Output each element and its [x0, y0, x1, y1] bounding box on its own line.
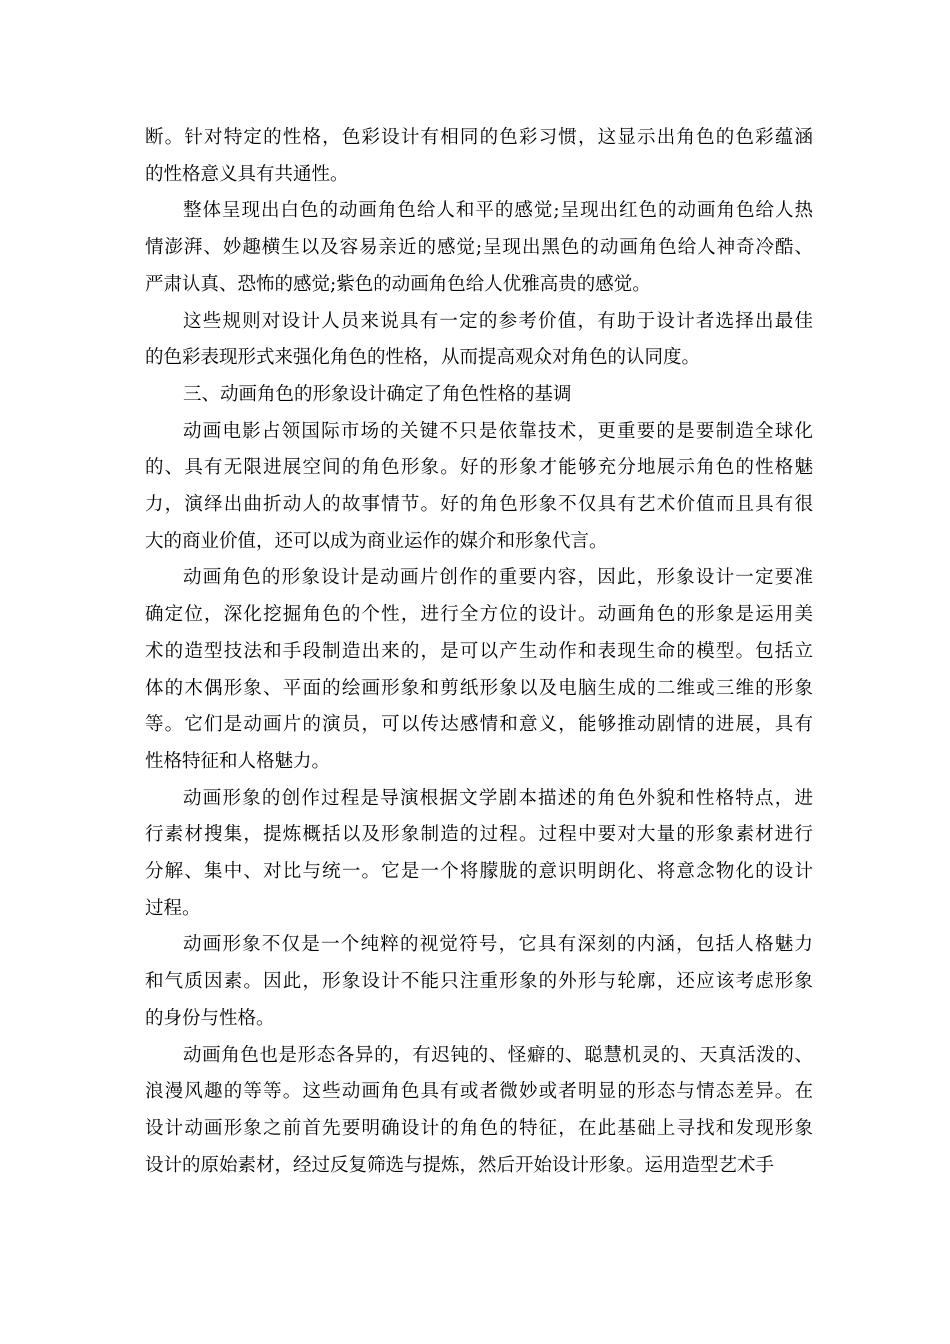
paragraph-line: 的身份与性格。: [145, 1007, 275, 1029]
paragraph-line: 过程。: [145, 897, 201, 919]
paragraph-line: 等。它们是动画片的演员，可以传达感情和意义，能够推动剧情的进展，具有: [145, 714, 813, 736]
paragraph-line: 的、具有无限进展空间的角色形象。好的形象才能够充分地展示角色的性格魅: [145, 457, 813, 479]
paragraph-line: 严肃认真、恐怖的感觉;紫色的动画角色给人优雅高贵的感觉。: [145, 273, 651, 295]
paragraph-line: 这些规则对设计人员来说具有一定的参考价值，有助于设计者选择出最佳: [183, 310, 813, 332]
paragraph-line: 设计的原始素材，经过反复筛选与提炼，然后开始设计形象。运用造型艺术手: [145, 1154, 775, 1176]
paragraph-line: 动画形象的创作过程是导演根据文学剧本描述的角色外貌和性格特点，进: [183, 787, 813, 809]
paragraph-line: 断。针对特定的性格，色彩设计有相同的色彩习惯，这显示出角色的色彩蕴涵: [145, 127, 813, 148]
paragraph-line: 动画角色的形象设计是动画片创作的重要内容，因此，形象设计一定要准: [183, 567, 813, 589]
paragraph-line: 性格特征和人格魅力。: [145, 750, 331, 772]
paragraph-line: 确定位，深化挖掘角色的个性，进行全方位的设计。动画角色的形象是运用美: [145, 604, 813, 626]
paragraph-line: 整体呈现出白色的动画角色给人和平的感觉;呈现出红色的动画角色给人热: [183, 200, 813, 222]
paragraph-line: 的性格意义具有共通性。: [145, 163, 349, 185]
paragraph-line: 情澎湃、妙趣横生以及容易亲近的感觉;呈现出黑色的动画角色给人神奇冷酷、: [145, 237, 813, 259]
paragraph-line: 动画角色也是形态各异的，有迟钝的、怪癖的、聪慧机灵的、天真活泼的、: [183, 1044, 813, 1066]
paragraph-line: 的色彩表现形式来强化角色的性格，从而提高观众对角色的认同度。: [145, 347, 701, 369]
paragraph-line: 和气质因素。因此，形象设计不能只注重形象的外形与轮廓，还应该考虑形象: [145, 971, 813, 993]
paragraph-line: 术的造型技法和手段制造出来的，是可以产生动作和表现生命的模型。包括立: [145, 640, 813, 662]
paragraph-line: 体的木偶形象、平面的绘画形象和剪纸形象以及电脑生成的二维或三维的形象: [145, 677, 813, 699]
paragraph-line: 浪漫风趣的等等。这些动画角色具有或者微妙或者明显的形态与情态差异。在: [145, 1081, 813, 1103]
paragraph-line: 动画形象不仅是一个纯粹的视觉符号，它具有深刻的内涵，包括人格魅力: [183, 934, 813, 956]
paragraph-line: 设计动画形象之前首先要明确设计的角色的特征，在此基础上寻找和发现形象: [145, 1117, 813, 1139]
paragraph-line: 大的商业价值，还可以成为商业运作的媒介和形象代言。: [145, 530, 608, 552]
paragraph-line: 动画电影占领国际市场的关键不只是依靠技术，更重要的是要制造全球化: [183, 420, 813, 442]
paragraph-line: 力，演绎出曲折动人的故事情节。好的角色形象不仅具有艺术价值而且具有很: [145, 494, 813, 515]
section-heading: 三、动画角色的形象设计确定了角色性格的基调: [183, 383, 572, 405]
paragraph-line: 行素材搜集，提炼概括以及形象制造的过程。过程中要对大量的形象素材进行: [145, 824, 813, 846]
paragraph-line: 分解、集中、对比与统一。它是一个将朦胧的意识明朗化、将意念物化的设计: [145, 861, 813, 882]
